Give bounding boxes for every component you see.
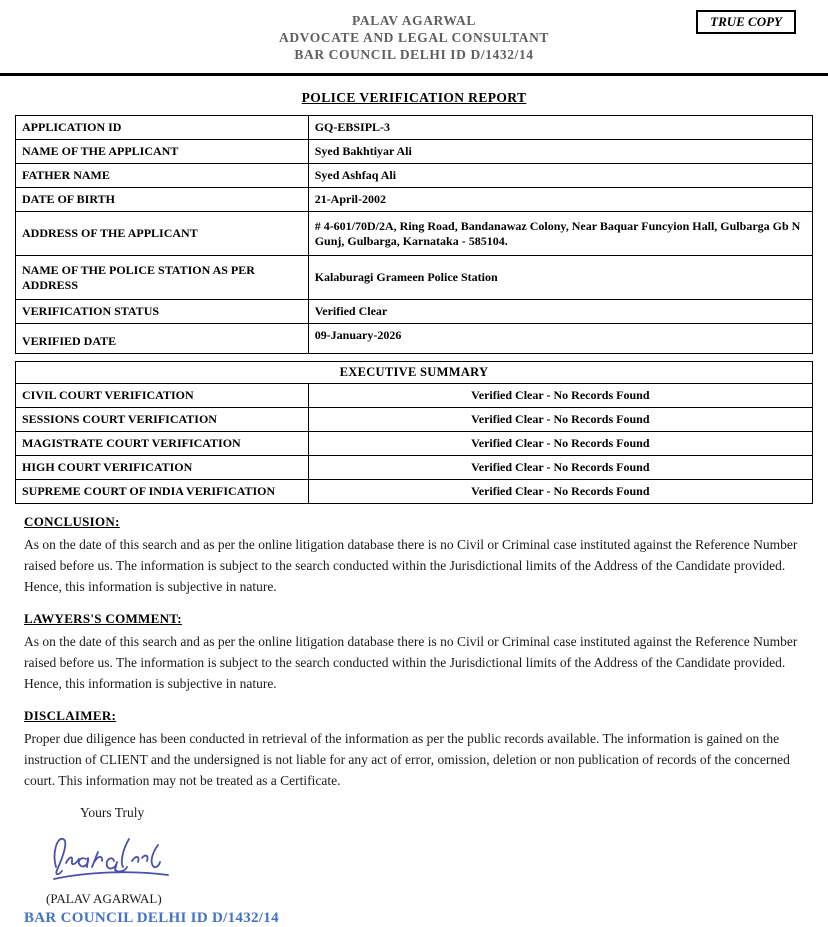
conclusion-section (24, 514, 810, 597)
page-title: POLICE VERIFICATION REPORT (301, 90, 527, 105)
summary-label: MAGISTRATE COURT VERIFICATION (16, 432, 309, 456)
table-row (16, 408, 813, 432)
disclaimer-body: Proper due diligence has been conducted in retrieval of the information as per the public records available. The information is gained on the instruction of CLIENT and the undersigned is not liable for any act of error, omission, deletion or non publication of records of the concerned court. This information may not be treated as a Certificate. (24, 731, 790, 788)
summary-label: SUPREME COURT OF INDIA VERIFICATION (16, 480, 309, 504)
disclaimer-section (24, 708, 810, 791)
table-row (16, 456, 813, 480)
disclaimer-heading: DISCLAIMER: (24, 708, 117, 723)
summary-value: Verified Clear - No Records Found (308, 480, 812, 504)
summary-value: Verified Clear - No Records Found (308, 432, 812, 456)
detail-label: VERIFIED DATE (16, 324, 309, 354)
bar-council-id-header: BAR COUNCIL DELHI ID D/1432/14 (294, 47, 534, 62)
lawyers-comment-heading: LAWYERS'S COMMENT: (24, 611, 182, 626)
letterhead (0, 8, 828, 76)
summary-label: CIVIL COURT VERIFICATION (16, 384, 309, 408)
detail-value: Syed Bakhtiyar Ali (308, 140, 812, 164)
detail-label: NAME OF THE POLICE STATION AS PER ADDRESS (16, 256, 309, 300)
detail-value: 21-April-2002 (308, 188, 812, 212)
detail-label: APPLICATION ID (16, 116, 309, 140)
table-row (16, 432, 813, 456)
conclusion-heading: CONCLUSION: (24, 514, 120, 529)
table-row (16, 300, 813, 324)
table-row (16, 362, 813, 384)
detail-label: DATE OF BIRTH (16, 188, 309, 212)
table-row (16, 212, 813, 256)
advocate-name: PALAV AGARWAL (352, 13, 476, 28)
summary-label: SESSIONS COURT VERIFICATION (16, 408, 309, 432)
lawyers-comment-section (24, 611, 810, 694)
summary-value: Verified Clear - No Records Found (308, 408, 812, 432)
table-row (16, 188, 813, 212)
executive-summary-table (15, 361, 813, 504)
detail-label: VERIFICATION STATUS (16, 300, 309, 324)
true-copy-stamp: TRUE COPY (696, 10, 796, 34)
summary-value: Verified Clear - No Records Found (308, 456, 812, 480)
closing-text: Yours Truly (80, 805, 145, 820)
bar-council-id-footer: BAR COUNCIL DELHI ID D/1432/14 (24, 910, 279, 926)
detail-label: NAME OF THE APPLICANT (16, 140, 309, 164)
table-row (16, 384, 813, 408)
signatory-name: (PALAV AGARWAL) (46, 891, 162, 906)
table-row (16, 116, 813, 140)
summary-label: HIGH COURT VERIFICATION (16, 456, 309, 480)
table-row (16, 256, 813, 300)
detail-value: 09-January-2026 (308, 324, 812, 354)
signature-image (0, 827, 828, 889)
table-row (16, 480, 813, 504)
detail-value: Kalaburagi Grameen Police Station (308, 256, 812, 300)
detail-value: Syed Ashfaq Ali (308, 164, 812, 188)
detail-value: # 4-601/70D/2A, Ring Road, Bandanawaz Colony, Near Baquar Funcyion Hall, Gulbarga Gb N Gunj, Gulbarga, Karnataka - 585104. (308, 212, 812, 256)
table-row (16, 140, 813, 164)
report-text-sections (0, 504, 828, 791)
conclusion-body: As on the date of this search and as per the online litigation database there is no Civil or Criminal case instituted against the Reference Number raised before us. The information is subject to the search conducted within the Jurisdictional limits of the Address of the Candidate provided. Hence, this information is subjective in nature. (24, 537, 798, 594)
advocate-designation: ADVOCATE AND LEGAL CONSULTANT (278, 30, 550, 45)
detail-label: FATHER NAME (16, 164, 309, 188)
detail-value: GQ-EBSIPL-3 (308, 116, 812, 140)
lawyers-comment-body: As on the date of this search and as per the online litigation database there is no Civil or Criminal case instituted against the Reference Number raised before us. The information is subject to the search conducted within the Jurisdictional limits of the Address of the Candidate provided. Hence, this information is subjective in nature. (24, 634, 798, 691)
applicant-details-table (15, 115, 813, 354)
detail-label: ADDRESS OF THE APPLICANT (16, 212, 309, 256)
summary-value: Verified Clear - No Records Found (308, 384, 812, 408)
table-row (16, 164, 813, 188)
detail-value: Verified Clear (308, 300, 812, 324)
table-row (16, 324, 813, 354)
executive-summary-title: EXECUTIVE SUMMARY (16, 362, 813, 384)
